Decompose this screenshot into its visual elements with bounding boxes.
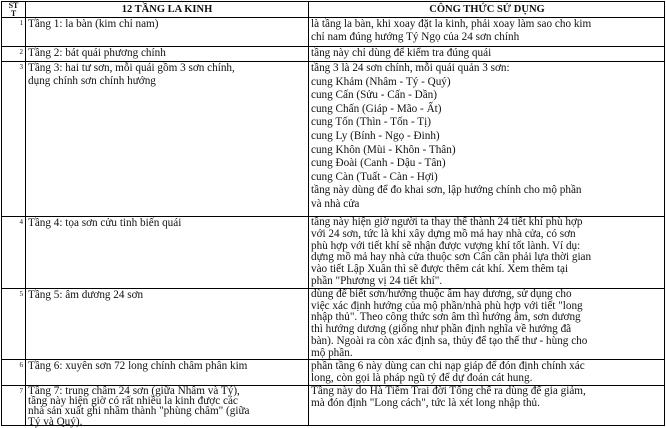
text-line: dụng chính sơn chính hướng [28,75,156,88]
row-left-text [28,360,247,373]
column-divider [308,2,309,425]
header-stt [2,2,25,17]
text-line: phần "Phương vị 24 tiết khí". [311,274,443,287]
text-line: cung Tốn (Thìn - Tốn - Tị) [311,116,431,129]
text-line: tầng này chỉ dùng để kiểm tra đúng quái [311,47,492,59]
header-stt-line: T [10,8,17,18]
text-line: Tầng 2: bát quái phương chính [28,47,166,59]
text-line: tầng này hiện giờ có rất nhiều la kinh được các [28,395,238,408]
text-line: Tầng 7: trung châm 24 sơn (giữa Nhâm và Tý), [28,385,240,397]
text-line: long, còn gọi là pháp ngũ tý để dự đoán cát hung. [311,372,533,385]
text-line: chỉ nam đúng hướng Tý Ngọ của 24 sơn chính [311,31,520,44]
text-line: cung Khôn (Mùi - Khôn - Thân) [311,143,456,156]
row-left-text [28,62,235,89]
text-line: tầng này hiện giờ người ta thay thế thành 24 tiết khí phù hợp [311,216,583,228]
text-line: cung Cấn (Sửu - Cấn - Dần) [311,89,437,102]
text-line: mà đón định "Long cách", tức là xét long nhập thủ. [311,396,540,409]
row-right-text [311,360,585,385]
row-number: 2 [19,48,23,56]
table-frame [1,1,665,426]
text-line: cung Càn (Tuất - Càn - Hợi) [311,170,438,183]
text-line: cung Ly (Bính - Ngọ - Đinh) [311,129,440,142]
text-line: là tầng la bàn, khi xoay đặt la kinh, phải xoay làm sao cho kim [311,18,592,30]
text-line: mộ phần. [311,346,353,359]
text-line: và nhà cửa [311,197,360,210]
text-line: Tầng 4: tọa sơn cửu tinh biến quái [28,217,182,229]
row-right-text [311,62,582,212]
row-number: 3 [19,63,23,71]
text-line: cung Chấn (Giáp - Mão - Ất) [311,102,442,115]
row-number: 1 [19,19,23,27]
row-left-text [28,386,250,427]
row-right-text [311,386,586,409]
header-col2: CÔNG THỨC SỬ DỤNG [429,4,545,15]
text-line: Tầng 3: hai tư sơn, mỗi quái gồm 3 sơn chính, [28,62,235,74]
text-line: Tý và Quý). [28,415,83,428]
header-col1: 12 TẦNG LA KINH [121,4,213,15]
text-line: Tầng 1: la bàn (kim chỉ nam) [28,18,159,30]
text-line: phần tầng 6 này dùng can chi nạp giáp để đón định chính xác [311,360,585,372]
text-line: nhà sản xuất ghi nhầm thành "phùng châm" (giữa [28,405,250,418]
text-line: phù hợp với tiết khí sẽ nhận được vượng khí tốt lành. Ví dụ: [311,239,581,252]
text-line: việc xác định hướng của mộ phần/nhà phù hợp với tiết "long [311,299,583,312]
row-left-text [28,217,181,230]
row-right-text [311,18,591,45]
row-left-text [28,289,143,302]
text-line: Tầng 6: xuyên sơn 72 long chính châm phân kim [28,360,248,372]
text-line: Tầng này do Hà Tiềm Trai đời Tống chế ra dùng để gia giảm, [311,385,586,397]
text-line: cung Khảm (Nhâm - Tý - Quý) [311,75,451,88]
text-line: với 24 sơn, tức là khi xây dựng mồ mả hay nhà cửa, có sơn [311,227,576,240]
row-number: 5 [19,290,23,298]
text-line: vào tiết Lập Xuân thì sẽ được thêm cát khí. Xem thêm tại [311,263,569,276]
row-right-text [311,47,491,60]
row-right-text [311,217,591,288]
text-line: dùng để biết sơn/hướng thuộc âm hay dương, sử dụng cho [311,288,572,300]
text-line: nhập thủ". Theo công thức sơn âm thì hướng âm, sơn dương [311,311,581,324]
text-line: dựng mồ mả hay nhà cửa thuộc sơn Cấn cần phải lựa thời gian [311,251,592,264]
row-number: 6 [19,361,23,369]
text-line: Tầng 5: âm dương 24 sơn [28,289,144,301]
text-line: bàn). Ngoài ra còn xác định sa, thủy để tạo thế thư - hùng cho [311,334,588,347]
text-line: cung Đoài (Canh - Dậu - Tân) [311,157,446,170]
text-line: tầng 3 là 24 sơn chính, mỗi quái quản 3 sơn: [311,62,510,74]
row-number: 4 [19,218,23,226]
row-number: 7 [19,387,23,395]
column-divider [25,2,26,425]
row-left-text [28,18,158,31]
row-right-text [311,289,587,359]
text-line: tầng này dùng để đo khai sơn, lập hướng chính cho mộ phần [311,184,582,197]
row-left-text [28,47,166,60]
text-line: thì hướng dương (giống như phần định nghĩa về hướng đã [311,323,572,336]
header-stt-line: ST [8,1,19,10]
